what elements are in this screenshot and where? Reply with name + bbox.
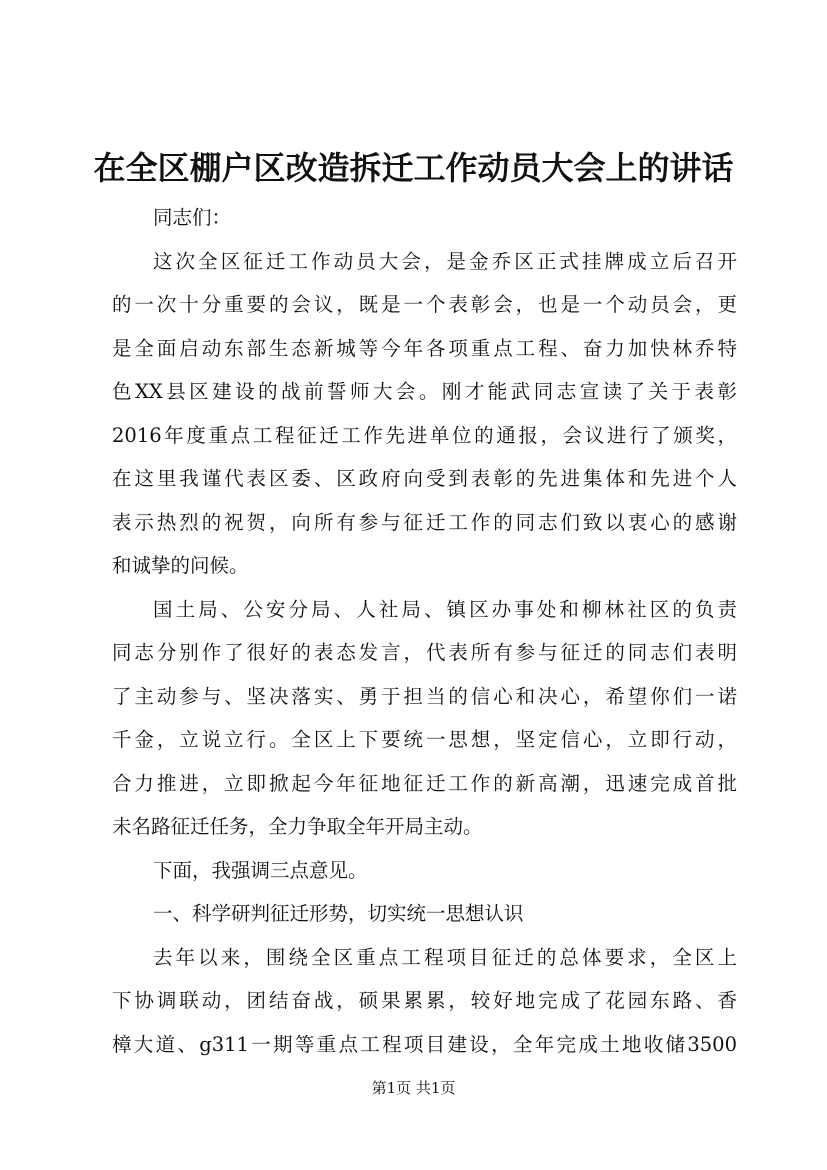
page-footer: 第1页 共1页 (371, 1079, 456, 1097)
document-body (112, 196, 737, 1066)
body-line: 的一次十分重要的会议，既是一个表彰会，也是一个动员会，更 (112, 293, 737, 316)
body-line: 这次全区征迁工作动员大会，是金乔区正式挂牌成立后召开 (153, 249, 737, 273)
body-line: 未名路征迁任务，全力争取全年开局主动。 (112, 815, 483, 838)
body-line: 下面，我强调三点意见。 (153, 858, 368, 882)
body-line: 同志分别作了很好的表态发言，代表所有参与征迁的同志们表明 (112, 641, 737, 664)
body-line: 表示热烈的祝贺，向所有参与征迁工作的同志们致以衷心的感谢 (112, 510, 737, 534)
document-title: 在全区棚户区改造拆迁工作动员大会上的讲话 (93, 149, 734, 187)
body-line: 同志们： (153, 206, 232, 229)
body-line: 合力推进，立即掀起今年征地征迁工作的新高潮，迅速完成首批 (112, 771, 737, 795)
body-line: 樟大道、g311一期等重点工程项目建设，全年完成土地收储3500 (112, 1032, 737, 1056)
body-line: 国土局、公安分局、人社局、镇区办事处和柳林社区的负责 (153, 597, 737, 621)
body-line: 在这里我谨代表区委、区政府向受到表彰的先进集体和先进个人 (112, 467, 737, 490)
body-line: 2016年度重点工程征迁工作先进单位的通报，会议进行了颁奖， (112, 423, 737, 447)
section-heading: 一、科学研判征迁形势，切实统一思想认识 (153, 902, 524, 925)
body-line: 了主动参与、坚决落实、勇于担当的信心和决心，希望你们一诺 (112, 684, 737, 708)
body-line: 去年以来，围绕全区重点工程项目征迁的总体要求，全区上 (153, 945, 737, 969)
body-line: 千金，立说立行。全区上下要统一思想，坚定信心，立即行动， (112, 728, 737, 751)
body-line: 和诚挚的问候。 (112, 554, 249, 577)
body-line: 是全面启动东部生态新城等今年各项重点工程、奋力加快林乔特 (112, 336, 737, 360)
body-line: 色XX县区建设的战前誓师大会。刚才能武同志宣读了关于表彰 (112, 380, 737, 403)
body-line: 下协调联动，团结奋战，硕果累累，较好地完成了花园东路、香 (112, 989, 737, 1012)
